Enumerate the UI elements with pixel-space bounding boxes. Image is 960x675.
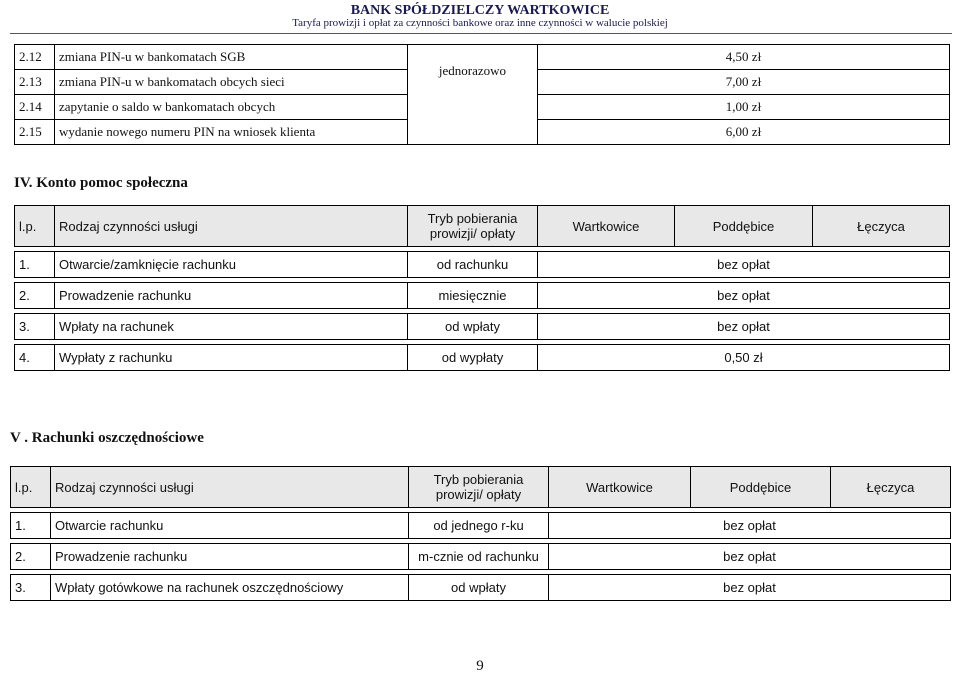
row-fee: bez opłat bbox=[549, 513, 951, 539]
header-poddebice: Poddębice bbox=[691, 467, 831, 508]
table-header-row bbox=[15, 206, 950, 247]
row-description: zmiana PIN-u w bankomatach SGB bbox=[55, 45, 408, 70]
row-number: 2.13 bbox=[15, 70, 55, 95]
header-lp: l.p. bbox=[11, 467, 51, 508]
table-row bbox=[11, 544, 951, 570]
row-number: 3. bbox=[11, 575, 51, 601]
row-number: 1. bbox=[11, 513, 51, 539]
table-row bbox=[11, 575, 951, 601]
row-number: 2.12 bbox=[15, 45, 55, 70]
table-row bbox=[15, 314, 950, 340]
row-amount: 6,00 zł bbox=[538, 120, 950, 145]
page-number: 9 bbox=[476, 658, 484, 674]
header-service-type: Rodzaj czynności usługi bbox=[51, 467, 409, 508]
row-charge-mode: m-cznie od rachunku bbox=[409, 544, 549, 570]
table-row bbox=[15, 252, 950, 278]
row-description: zmiana PIN-u w bankomatach obcych sieci bbox=[55, 70, 408, 95]
row-fee: bez opłat bbox=[549, 544, 951, 570]
row-number: 4. bbox=[15, 345, 55, 371]
section-heading-iv: IV. Konto pomoc społeczna bbox=[14, 175, 188, 191]
header-charge-mode: Tryb pobierania prowizji/ opłaty bbox=[409, 467, 549, 508]
header-service-type: Rodzaj czynności usługi bbox=[55, 206, 408, 247]
table-header-row bbox=[11, 467, 951, 508]
header-wartkowice: Wartkowice bbox=[549, 467, 691, 508]
row-number: 1. bbox=[15, 252, 55, 278]
charge-mode-cell: jednorazowo bbox=[408, 45, 538, 145]
table-row bbox=[15, 45, 950, 70]
bank-name: BANK SPÓŁDZIELCZY WARTKOWICE bbox=[350, 3, 610, 18]
row-fee: bez opłat bbox=[538, 314, 950, 340]
row-amount: 7,00 zł bbox=[538, 70, 950, 95]
row-charge-mode: od rachunku bbox=[408, 252, 538, 278]
row-number: 2.15 bbox=[15, 120, 55, 145]
row-number: 3. bbox=[15, 314, 55, 340]
row-description: zapytanie o saldo w bankomatach obcych bbox=[55, 95, 408, 120]
section-heading-v: V . Rachunki oszczędnościowe bbox=[10, 430, 204, 446]
header-leczyca: Łęczyca bbox=[831, 467, 951, 508]
row-number: 2.14 bbox=[15, 95, 55, 120]
row-charge-mode: od wpłaty bbox=[409, 575, 549, 601]
header-wartkowice: Wartkowice bbox=[538, 206, 675, 247]
table-row bbox=[15, 283, 950, 309]
row-amount: 1,00 zł bbox=[538, 95, 950, 120]
row-charge-mode: miesięcznie bbox=[408, 283, 538, 309]
row-description: Otwarcie rachunku bbox=[51, 513, 409, 539]
row-description: Wpłaty na rachunek bbox=[55, 314, 408, 340]
savings-account-table bbox=[10, 466, 951, 601]
row-description: wydanie nowego numeru PIN na wniosek klienta bbox=[55, 120, 408, 145]
header-leczyca: Łęczyca bbox=[813, 206, 950, 247]
social-account-table bbox=[14, 205, 950, 371]
row-fee: 0,50 zł bbox=[538, 345, 950, 371]
header-divider bbox=[10, 33, 952, 34]
row-description: Otwarcie/zamknięcie rachunku bbox=[55, 252, 408, 278]
row-number: 2. bbox=[11, 544, 51, 570]
row-description: Prowadzenie rachunku bbox=[51, 544, 409, 570]
row-fee: bez opłat bbox=[538, 252, 950, 278]
document-subtitle: Taryfa prowizji i opłat za czynności bankowe oraz inne czynności w walucie polskiej bbox=[292, 17, 668, 29]
row-amount: 4,50 zł bbox=[538, 45, 950, 70]
row-charge-mode: od jednego r-ku bbox=[409, 513, 549, 539]
row-description: Wypłaty z rachunku bbox=[55, 345, 408, 371]
row-number: 2. bbox=[15, 283, 55, 309]
header-poddebice: Poddębice bbox=[675, 206, 813, 247]
row-fee: bez opłat bbox=[538, 283, 950, 309]
row-charge-mode: od wypłaty bbox=[408, 345, 538, 371]
row-description: Prowadzenie rachunku bbox=[55, 283, 408, 309]
header-charge-mode: Tryb pobierania prowizji/ opłaty bbox=[408, 206, 538, 247]
row-description: Wpłaty gotówkowe na rachunek oszczędnościowy bbox=[51, 575, 409, 601]
row-fee: bez opłat bbox=[549, 575, 951, 601]
header-lp: l.p. bbox=[15, 206, 55, 247]
pin-fees-table bbox=[14, 44, 950, 145]
table-row bbox=[11, 513, 951, 539]
row-charge-mode: od wpłaty bbox=[408, 314, 538, 340]
table-row bbox=[15, 345, 950, 371]
